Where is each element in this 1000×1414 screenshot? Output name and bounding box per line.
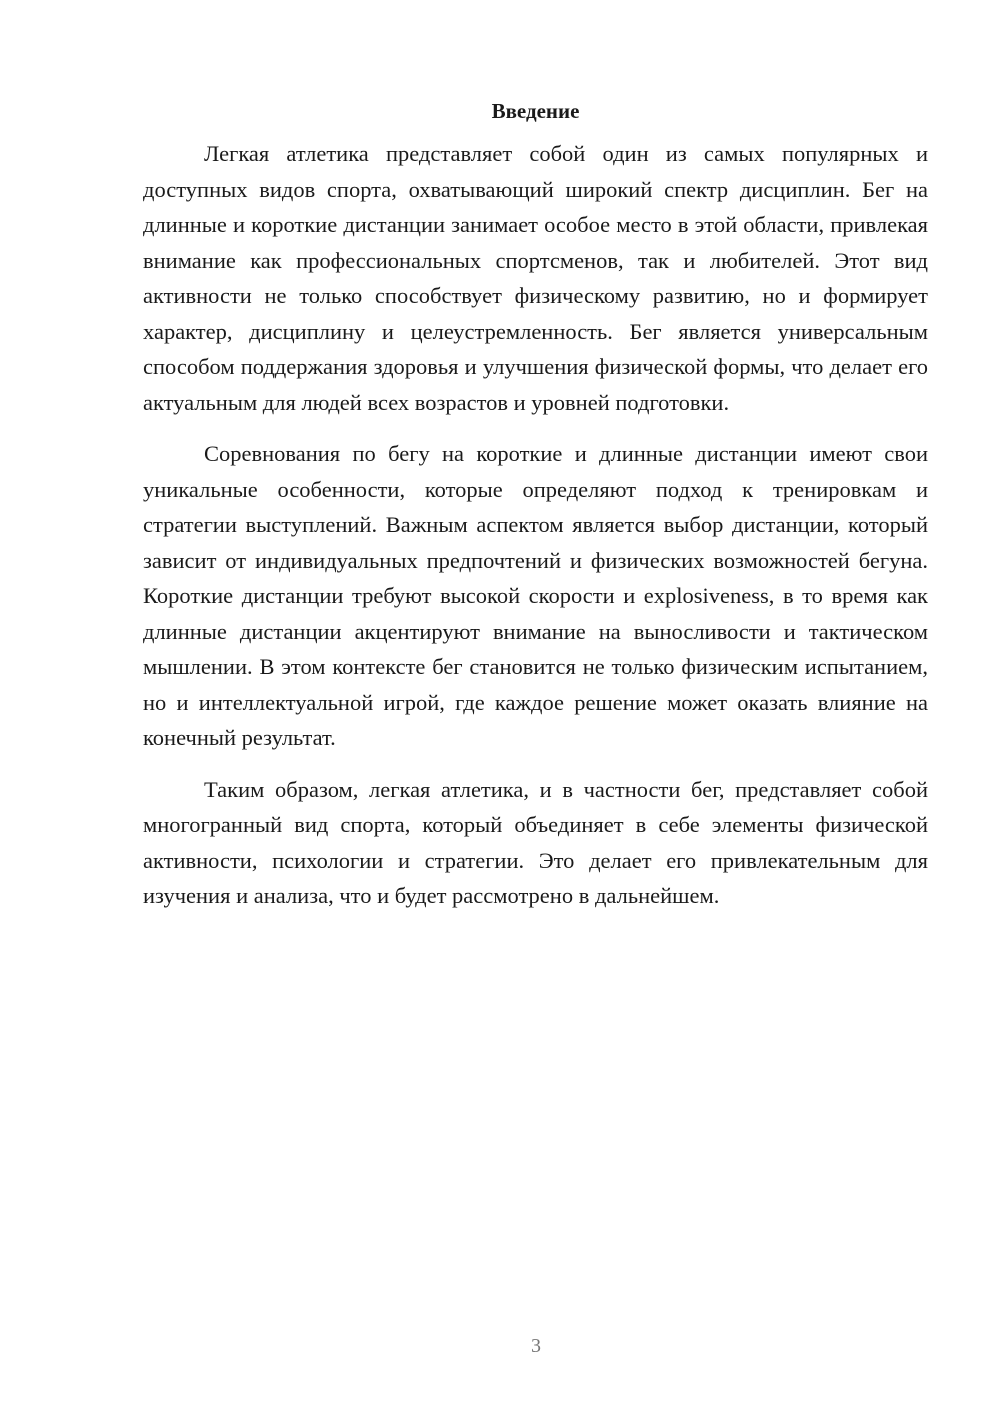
page-content bbox=[143, 96, 928, 930]
page-number: 3 bbox=[531, 1335, 541, 1357]
section-heading: Введение bbox=[491, 99, 580, 123]
paragraph-1: Легкая атлетика представляет собой один из самых популярных и доступных видов спорта, охватывающий широкий спектр дисциплин. Бег на длинные и короткие дистанции занимает особое место в этой области, привлекая внимание как профессиональных спортсменов, так и любителей. Этот вид активности не только способствует физическому развитию, но и формирует характер, дисциплину и целеустремленность. Бег является универсальным способом поддержания здоровья и улучшения физической формы, что делает его актуальным для людей всех возрастов и уровней подготовки. bbox=[143, 141, 928, 415]
paragraph-3: Таким образом, легкая атлетика, и в частности бег, представляет собой многогранный вид спорта, который объединяет в себе элементы физической активности, психологии и стратегии. Это делает его привлекательным для изучения и анализа, что и будет рассмотрено в дальнейшем. bbox=[143, 776, 928, 908]
paragraph-2: Соревнования по бегу на короткие и длинные дистанции имеют свои уникальные особенности, которые определяют подход к тренировкам и стратегии выступлений. Важным аспектом является выбор дистанции, который зависит от индивидуальных предпочтений и физических возможностей бегуна. Короткие дистанции требуют высокой скорости и explosiveness, в то время как длинные дистанции акцентируют внимание на выносливости и тактическом мышлении. В этом контексте бег становится не только физическим испытанием, но и интеллектуальной игрой, где каждое решение может оказать влияние на конечный результат. bbox=[143, 441, 928, 750]
